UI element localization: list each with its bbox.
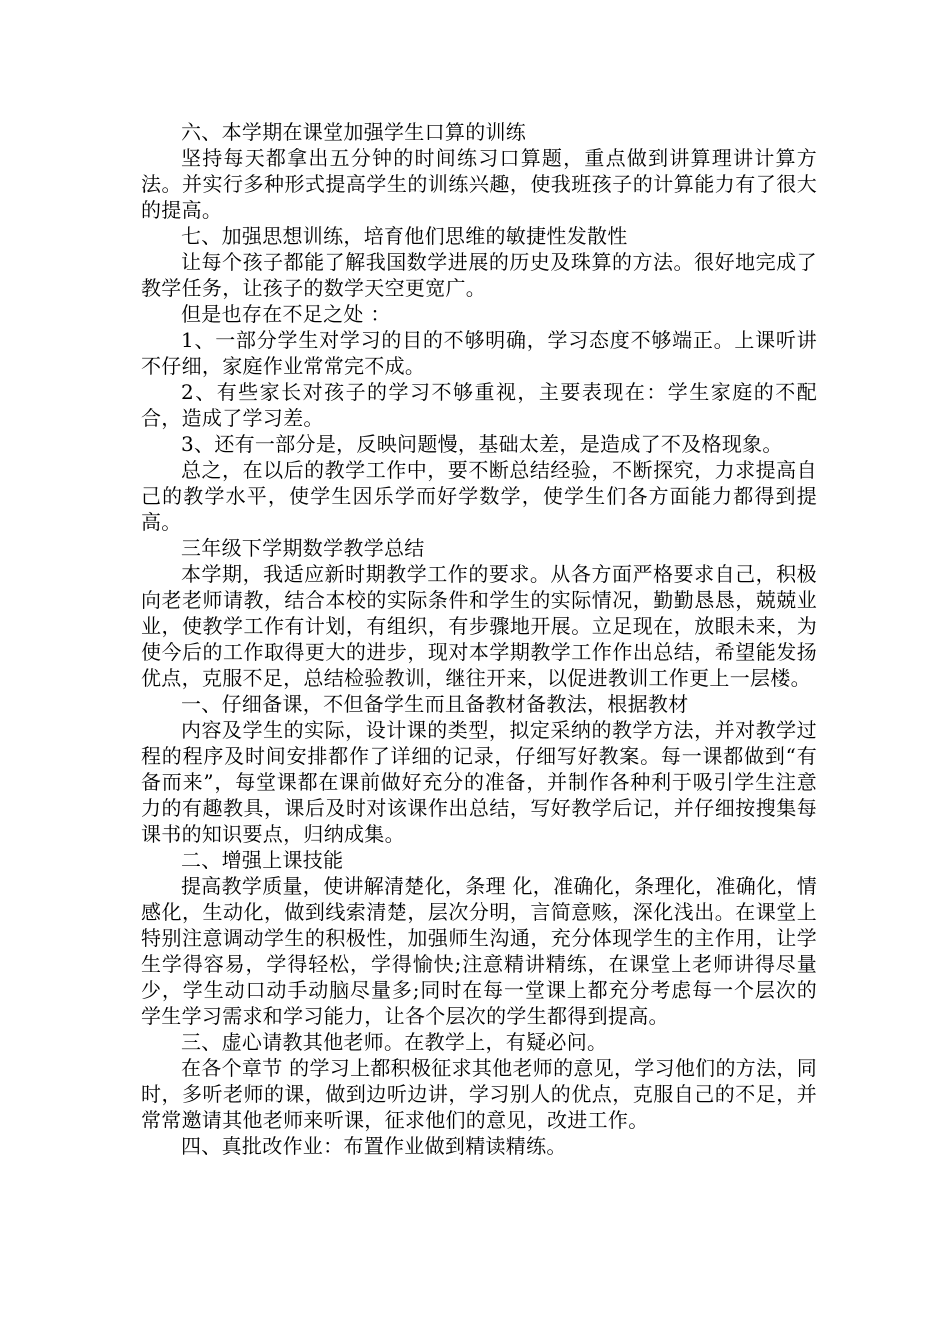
- paragraph: 让每个孩子都能了解我国数学进展的历史及珠算的方法。很好地完成了教学任务，让孩子的数学天空更宽广。: [141, 250, 817, 300]
- list-item: 3、还有一部分是，反映问题慢，基础太差，是造成了不及格现象。: [181, 432, 783, 456]
- section-heading: 七、加强思想训练，培育他们思维的敏捷性发散性: [181, 224, 628, 248]
- section-heading: 二、增强上课技能: [181, 848, 344, 872]
- section-heading: 三、虚心请教其他老师。在教学上，有疑必问。: [181, 1030, 608, 1054]
- section-heading: 四、真批改作业：布置作业做到精读精练。: [181, 1134, 567, 1158]
- section-heading: 一、仔细备课，不但备学生而且备教材备教法，根据教材: [181, 692, 689, 716]
- paragraph: 坚持每天都拿出五分钟的时间练习口算题，重点做到讲算理讲计算方法。并实行多种形式提高学生的训练兴趣，使我班孩子的计算能力有了很大的提高。: [141, 146, 817, 222]
- paragraph: 总之，在以后的教学工作中，要不断总结经验，不断探究，力求提高自己的教学水平，使学生因乐学而好学数学，使学生们各方面能力都得到提高。: [141, 458, 817, 534]
- document-title: 三年级下学期数学教学总结: [181, 536, 425, 560]
- list-item: 2、有些家长对孩子的学习不够重视，主要表现在：学生家庭的不配合，造成了学习差。: [141, 380, 817, 430]
- paragraph: 在各个章节 的学习上都积极征求其他老师的意见，学习他们的方法，同时，多听老师的课，做到边听边讲，学习别人的优点，克服自己的不足，并常常邀请其他老师来听课，征求他们的意见，改进工作。: [141, 1056, 817, 1132]
- paragraph: 提高教学质量，使讲解清楚化，条理 化，准确化，条理化，准确化，情感化，生动化，做到线索清楚，层次分明，言简意赅，深化浅出。在课堂上特别注意调动学生的积极性，加强师生沟通，充分体现学生的主作用，让学生学得容易，学得轻松，学得愉快;注意精讲精练，在课堂上老师讲得尽量少，学生动口动手动脑尽量多;同时在每一堂课上都充分考虑每一个层次的学生学习需求和学习能力，让各个层次的学生都得到提高。: [141, 874, 817, 1028]
- section-heading: 六、本学期在课堂加强学生口算的训练: [181, 120, 527, 144]
- paragraph: 但是也存在不足之处 ：: [181, 302, 391, 326]
- document-body: [141, 119, 817, 1159]
- paragraph: 内容及学生的实际，设计课的类型，拟定采纳的教学方法，并对教学过程的程序及时间安排都作了详细的记录，仔细写好教案。每一课都做到“有备而来”，每堂课都在课前做好充分的准备，并制作各种利于吸引学生注意力的有趣教具，课后及时对该课作出总结，写好教学后记，并仔细按搜集每课书的知识要点，归纳成集。: [141, 718, 817, 846]
- paragraph: 本学期，我适应新时期教学工作的要求。从各方面严格要求自己，积极向老老师请教，结合本校的实际条件和学生的实际情况，勤勤恳恳，兢兢业业，使教学工作有计划，有组织，有步骤地开展。立足现在，放眼未来，为使今后的工作取得更大的进步，现对本学期教学工作作出总结，希望能发扬优点，克服不足，总结检验教训，继往开来，以促进教训工作更上一层楼。: [141, 562, 817, 690]
- list-item: 1、一部分学生对学习的目的不够明确，学习态度不够端正。上课听讲不仔细，家庭作业常常完不成。: [141, 328, 817, 378]
